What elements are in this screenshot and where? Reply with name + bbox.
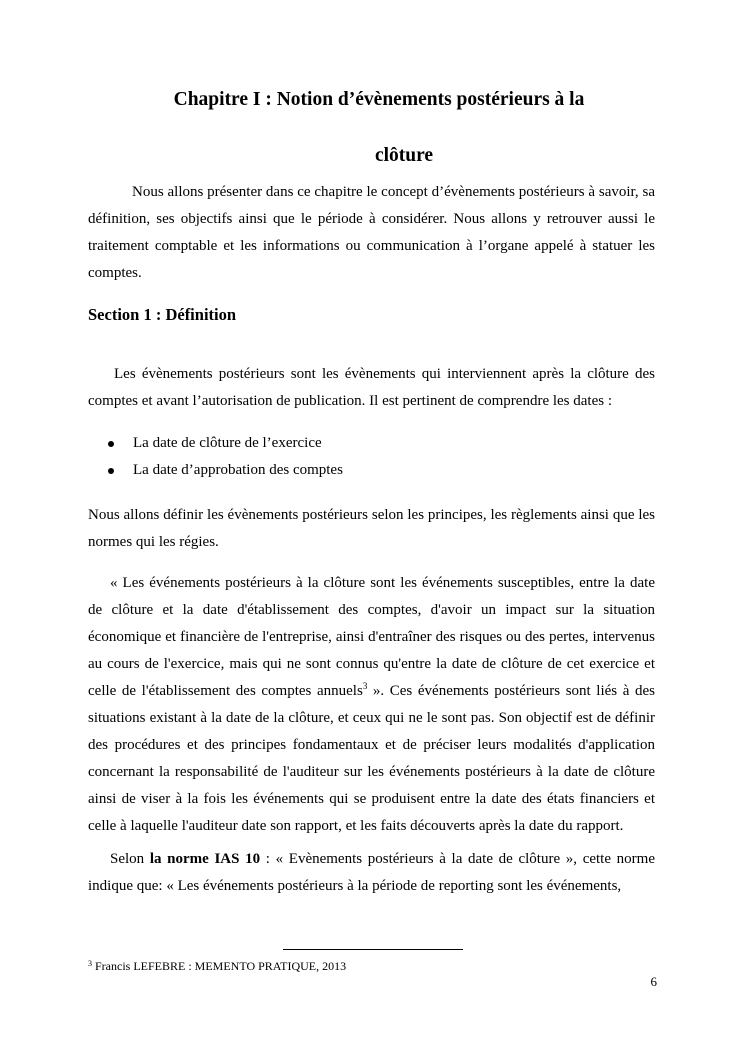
chapter-title xyxy=(88,72,658,184)
quote-text-part1: « Les événements postérieurs à la clôture sont les événements susceptibles, entre la date de clôture et la date d'établissement des comptes, d'avoir un impact sur la situation économique et financière de l'entreprise, ainsi d'entraîner des risques ou des pertes, intervenus au cours de l'exercice, mais qui ne sont connus qu'entre la date de clôture de cet exercice et celle de l'établissement des comptes annuels xyxy=(88,575,655,699)
quote-paragraph xyxy=(88,570,655,840)
norms-paragraph: Nous allons définir les évènements postérieurs selon les principes, les règlements ainsi que les normes qui les régies. xyxy=(88,507,655,550)
chapter-title-line2: clôture xyxy=(374,145,434,166)
footnote xyxy=(88,959,346,973)
definition-paragraph: Les évènements postérieurs sont les évènements qui interviennent après la clôture des comptes et avant l’autorisation de publication. Il est pertinent de comprendre les dates : xyxy=(88,366,655,409)
footnote-divider xyxy=(283,949,463,950)
bullet-text: La date d’approbation des comptes xyxy=(133,462,343,478)
quote-text-part2: ». Ces événements postérieurs sont liés à des situations existant à la date de la clôture, et ceux qui ne le sont pas. Son objectif est de définir des procédures et des principes fondamentaux et de préciser leurs modalités d'application concernant la responsabilité de l'auditeur sur les événements postérieurs à la date de clôture ainsi de viser à la fois les événements qui se produisent entre la date des états financiers et celle à laquelle l'auditeur date son rapport, et les faits découverts après la date du rapport. xyxy=(88,683,655,834)
intro-paragraph: Nous allons présenter dans ce chapitre le concept d’évènements postérieurs à savoir, sa définition, ses objectifs ainsi que le période à considérer. Nous allons y retrouver aussi le traitement comptable et les informations ou communication à l’organe appelé à statuer les comptes. xyxy=(88,184,655,281)
dates-bullet-list xyxy=(108,430,343,484)
bullet-text: La date de clôture de l’exercice xyxy=(133,435,322,451)
ias-pre-text: Selon xyxy=(110,851,150,867)
ias-norm-name: la norme IAS 10 xyxy=(149,851,261,867)
bullet-icon xyxy=(108,468,114,474)
ias10-paragraph xyxy=(88,846,655,900)
bullet-icon xyxy=(108,441,114,447)
list-item xyxy=(108,430,343,457)
footnote-number: 3 xyxy=(88,959,92,968)
footnote-reference[interactable]: 3 xyxy=(362,681,368,691)
page-number: 6 xyxy=(650,974,657,989)
footnote-text: Francis LEFEBRE : MEMENTO PRATIQUE, 2013 xyxy=(92,959,347,973)
chapter-title-line1: Chapitre I : Notion d’évènements postérieurs à la xyxy=(173,89,585,110)
section-heading: Section 1 : Définition xyxy=(88,305,237,324)
list-item xyxy=(108,457,343,484)
ias-post-text: : « Evènements postérieurs à la date de clôture », cette norme indique que: « Les événements postérieurs à la période de reporting sont les événements, xyxy=(88,851,655,894)
